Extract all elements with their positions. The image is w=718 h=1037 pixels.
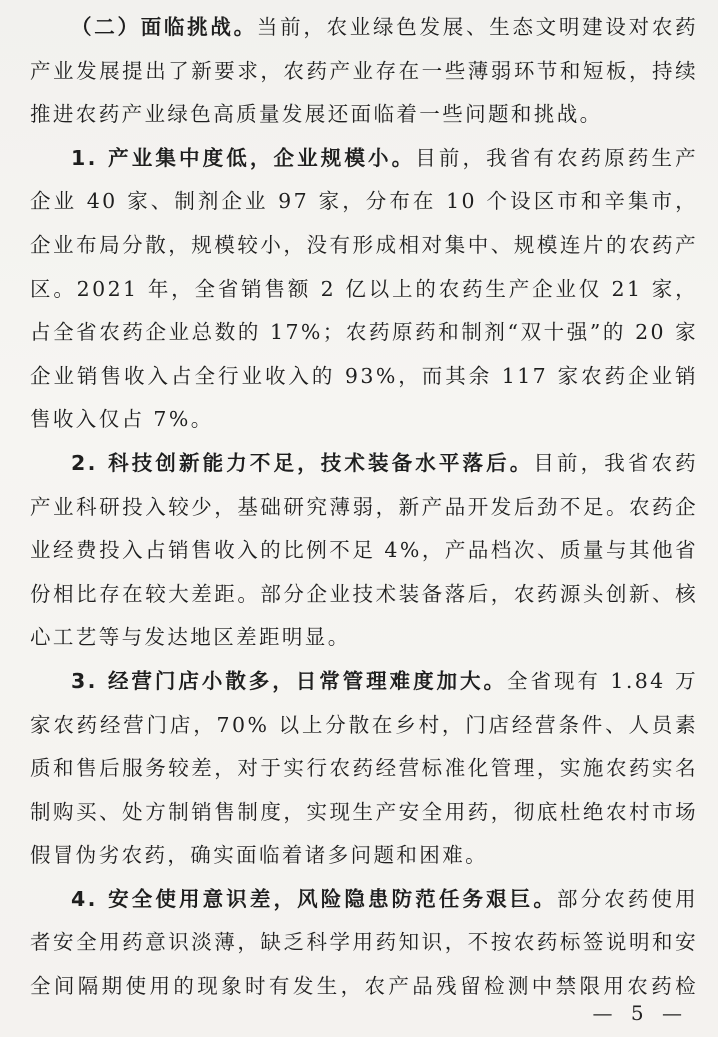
item-2-paragraph (30, 442, 698, 660)
section-heading: （二）面临挑战。 (71, 15, 257, 39)
section-challenges-paragraph (30, 6, 698, 137)
item-3-heading: 3. 经营门店小散多，日常管理难度加大。 (71, 668, 507, 693)
page-number: — 5 — (592, 1001, 688, 1025)
item-2-text: 目前，我省农药产业科研投入较少，基础研究薄弱，新产品开发后劲不足。农药企业经费投入占销售收入的比例不足 4%，产品档次、质量与其他省份相比存在较大差距。部分企业技术装备落后，农药源头创新、核心工艺等与发达地区差距明显。 (30, 450, 698, 650)
document-body (30, 0, 698, 1009)
item-4-paragraph (30, 878, 698, 1009)
item-1-text: 目前，我省有农药原药生产企业 40 家、制剂企业 97 家，分布在 10 个设区市和辛集市，企业布局分散，规模较小，没有形成相对集中、规模连片的农药产区。2021 年，全省销售额 2 亿以上的农药生产企业仅 21 家，占全省农药企业总数的 17%；农药原药和制剂“双十强”的 20 家企业销售收入占全行业收入的 93%，而其余 117 家农药企业销售收入仅占 7%。 (30, 145, 698, 432)
item-3-paragraph (30, 660, 698, 878)
item-1-paragraph (30, 137, 698, 442)
paragraph-text: 当前，农业绿色发展、生态文明建设对农药产业发展提出了新要求，农药产业存在一些薄弱环节和短板，持续推进农药产业绿色高质量发展还面临着一些问题和挑战。 (30, 15, 698, 127)
item-4-heading: 4. 安全使用意识差，风险隐患防范任务艰巨。 (71, 886, 557, 911)
item-3-text: 全省现有 1.84 万家农药经营门店，70% 以上分散在乡村，门店经营条件、人员素质和售后服务较差，对于实行农药经营标准化管理，实施农药实名制购买、处方制销售制度，实现生产安全用药，彻底杜绝农村市场假冒伪劣农药，确实面临着诸多问题和困难。 (30, 668, 699, 868)
item-4-text: 部分农药使用者安全用药意识淡薄，缺乏科学用药知识，不按农药标签说明和安全间隔期使用的现象时有发生，农产品残留检测中禁限用农药检 (30, 886, 698, 999)
item-2-heading: 2. 科技创新能力不足，技术装备水平落后。 (71, 450, 534, 475)
item-1-heading: 1. 产业集中度低，企业规模小。 (71, 145, 416, 170)
